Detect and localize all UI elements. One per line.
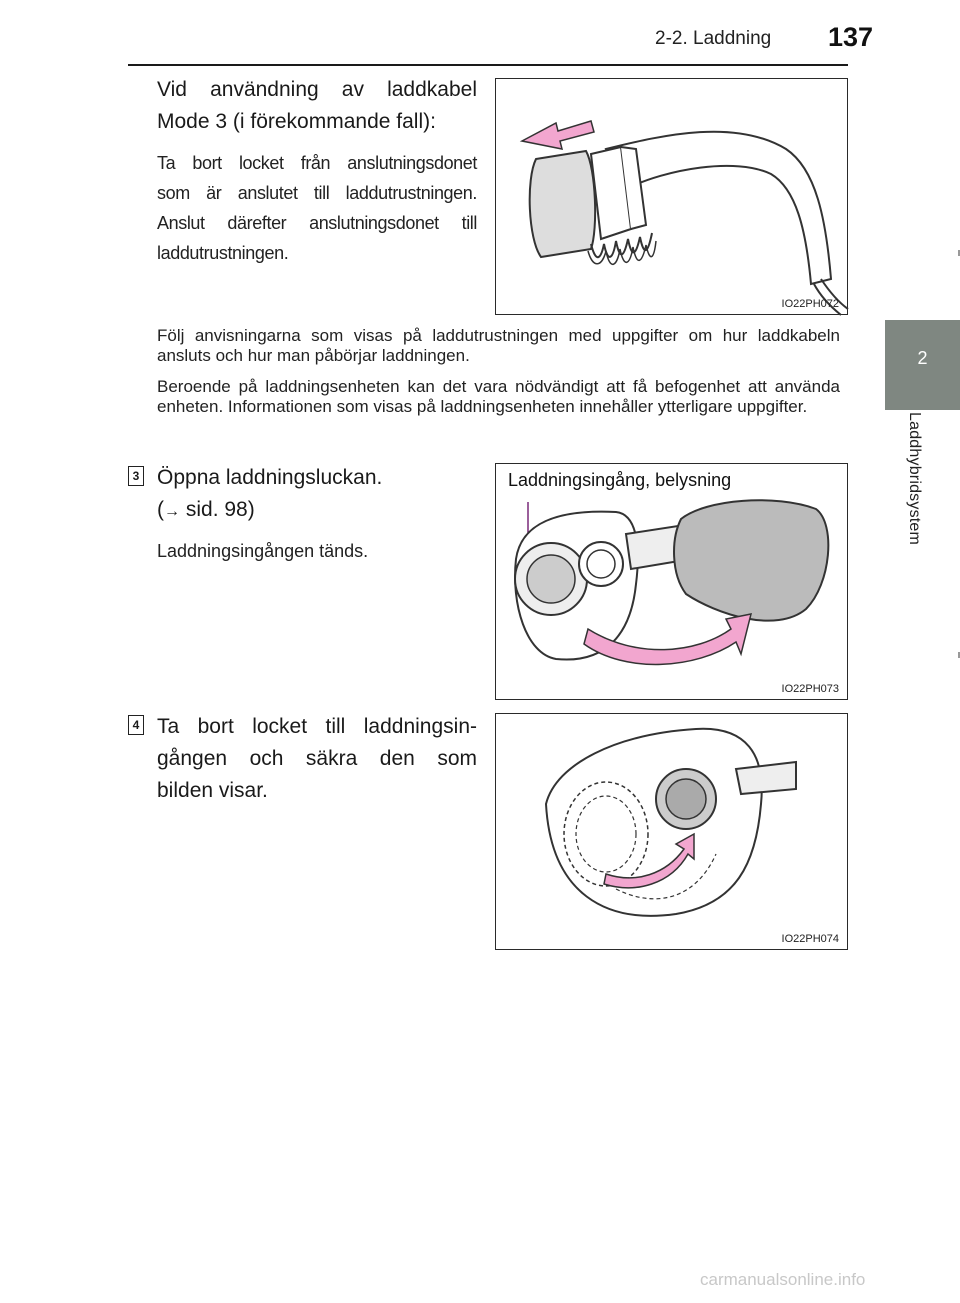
step-number-4: 4: [128, 715, 144, 735]
step4-line1: Ta bort locket till laddningsin-: [157, 715, 477, 738]
instruction-paragraph: Följ anvisningarna som visas på laddutrustningen med uppgifter om hur laddkabeln ansluts och hur man påbörjar laddningen.: [157, 326, 840, 365]
chapter-number: 2: [917, 348, 928, 368]
authorization-paragraph: Beroende på laddningsenheten kan det vara nödvändigt att få befogenhet att använda enheten. Informationen som visas på laddningsenheten innehåller ytterligare uppgifter.: [157, 377, 840, 416]
mode3-note-line2: som är anslutet till laddutrustningen.: [157, 183, 477, 203]
inlet-light-callout: Laddningsingång, belysning: [508, 470, 732, 490]
mode3-note-line4: laddutrustningen.: [157, 243, 289, 263]
mode3-note-line1: Ta bort locket från anslutningsdonet: [157, 153, 477, 173]
inlet-cap-illustration: [496, 714, 849, 951]
figure-code: IO22PH073: [781, 683, 839, 695]
step3-note: Laddningsingången tänds.: [157, 541, 369, 561]
mode3-heading-line2: Mode 3 (i förekommande fall):: [157, 110, 436, 133]
mode3-note-line3: Anslut därefter anslutningsdonet till: [157, 213, 477, 233]
mode3-block: [157, 74, 477, 268]
step4-line3: bilden visar.: [157, 779, 268, 802]
step-number-3: 3: [128, 466, 144, 486]
header-rule: [128, 64, 848, 66]
page-number: 137: [828, 22, 874, 52]
step3-page-ref: [157, 494, 477, 528]
ref-arrow-icon: →: [164, 503, 180, 520]
step3-block: [157, 462, 477, 564]
step4-line2: gången och säkra den som: [157, 747, 477, 770]
watermark: carmanualsonline.info: [700, 1270, 866, 1289]
figure-code: IO22PH072: [781, 298, 839, 310]
connector-illustration: [496, 79, 849, 316]
figure-charging-door: [495, 463, 848, 700]
step4-block: [157, 711, 477, 807]
page-ref-text[interactable]: sid. 98): [185, 498, 255, 521]
ref-open-paren: (: [157, 498, 164, 521]
charging-door-illustration: [496, 464, 849, 701]
mode3-heading-line1: Vid användning av laddkabel: [157, 78, 477, 101]
chapter-tab: [885, 320, 960, 410]
figure-connector-cap: [495, 78, 848, 315]
step3-title: Öppna laddningsluckan.: [157, 466, 383, 489]
figure-code: IO22PH074: [781, 933, 839, 945]
chapter-title: Laddhybridsystem: [906, 412, 923, 546]
figure-inlet-cap: [495, 713, 848, 950]
section-title: 2-2. Laddning: [655, 28, 772, 49]
